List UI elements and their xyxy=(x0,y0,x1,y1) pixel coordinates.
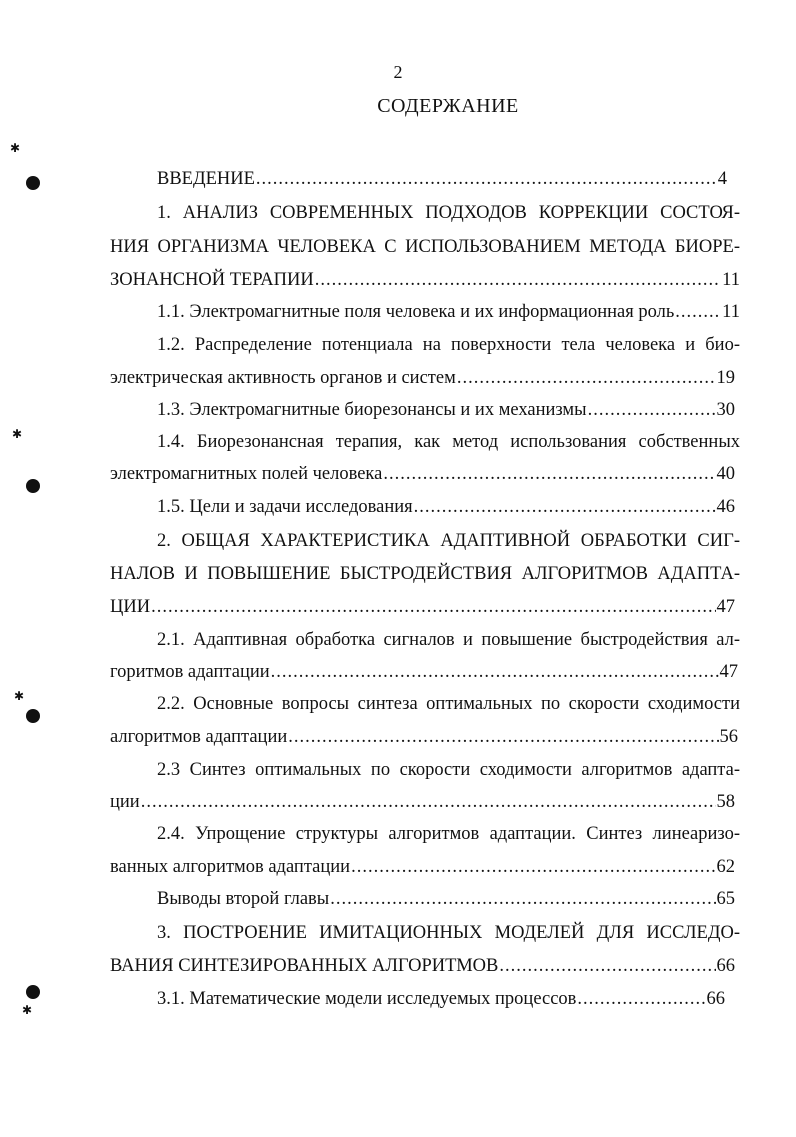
dot-leader xyxy=(288,726,718,748)
toc-chapter-1-line-2: НИЯ ОРГАНИЗМА ЧЕЛОВЕКА С ИСПОЛЬЗОВАНИЕМ МЕТОДА БИОРЕ- xyxy=(110,237,740,257)
toc-page-number: 65 xyxy=(716,889,735,909)
toc-entry-text: 1.5. Цели и задачи исследования xyxy=(157,497,413,517)
toc-chapter-2-line-3 xyxy=(110,596,735,618)
dot-leader xyxy=(330,888,715,910)
dot-leader xyxy=(271,661,719,683)
toc-entry-1-4-line-2 xyxy=(110,463,735,485)
toc-page-number: 66 xyxy=(716,956,735,976)
toc-entry-text: 1.3. Электромагнитные биорезонансы и их механизмы xyxy=(157,400,587,420)
toc-page-number: 58 xyxy=(716,792,735,812)
dot-leader xyxy=(588,399,716,421)
toc-page-number: 11 xyxy=(722,302,740,322)
toc-entry-2-4-line-2 xyxy=(110,856,735,878)
binder-hole-1 xyxy=(26,176,40,190)
dot-leader xyxy=(383,463,715,485)
dot-leader xyxy=(675,301,721,323)
toc-entry-1-1 xyxy=(157,301,740,323)
toc-entry-2-3-line-2 xyxy=(110,791,735,813)
toc-entry-2-1-line-1: 2.1. Адаптивная обработка сигналов и повышение быстродействия ал- xyxy=(157,630,740,650)
toc-page-number: 4 xyxy=(717,169,727,189)
toc-chapter-3-line-2 xyxy=(110,955,735,977)
toc-entry-text: ции xyxy=(110,792,140,812)
toc-entry-text: ЦИИ xyxy=(110,597,151,617)
toc-entry-text: горитмов адаптации xyxy=(110,662,270,682)
toc-entry-1-3 xyxy=(157,399,735,421)
toc-entry-2-4-line-1: 2.4. Упрощение структуры алгоритмов адаптации. Синтез линеаризо- xyxy=(157,824,740,844)
toc-entry-1-5 xyxy=(157,496,735,518)
dot-leader xyxy=(315,269,721,291)
toc-entry-intro xyxy=(157,168,727,190)
toc-chapter-3-line-1: 3. ПОСТРОЕНИЕ ИМИТАЦИОННЫХ МОДЕЛЕЙ ДЛЯ ИССЛЕДО- xyxy=(157,923,740,943)
toc-entry-chapter-2-conclusions xyxy=(157,888,735,910)
dot-leader xyxy=(457,367,716,389)
toc-entry-text: электромагнитных полей человека xyxy=(110,464,383,484)
dot-leader xyxy=(141,791,716,813)
toc-entry-2-2-line-2 xyxy=(110,726,738,748)
toc-entry-text: электрическая активность органов и систем xyxy=(110,368,456,388)
toc-page-number: 62 xyxy=(716,857,735,877)
toc-entry-1-4-line-1: 1.4. Биорезонансная терапия, как метод использования собственных xyxy=(157,432,740,452)
binder-hole-2 xyxy=(26,479,40,493)
toc-entry-1-2-line-1: 1.2. Распределение потенциала на поверхности тела человека и био- xyxy=(157,335,740,355)
toc-title: СОДЕРЖАНИЕ xyxy=(377,95,519,117)
toc-page-number: 19 xyxy=(716,368,735,388)
scan-speck-3: ✱ xyxy=(14,689,25,703)
scan-speck-4: ✱ xyxy=(22,1003,33,1017)
dot-leader xyxy=(499,955,715,977)
toc-page-number: 11 xyxy=(722,270,740,290)
toc-entry-text: ЗОНАНСНОЙ ТЕРАПИИ xyxy=(110,270,314,290)
toc-page-number: 46 xyxy=(716,497,735,517)
binder-hole-4 xyxy=(26,985,40,999)
toc-chapter-2-line-1: 2. ОБЩАЯ ХАРАКТЕРИСТИКА АДАПТИВНОЙ ОБРАБОТКИ СИГ- xyxy=(157,531,740,551)
toc-chapter-2-line-2: НАЛОВ И ПОВЫШЕНИЕ БЫСТРОДЕЙСТВИЯ АЛГОРИТМОВ АДАПТА- xyxy=(110,564,740,584)
toc-entry-text: ВВЕДЕНИЕ xyxy=(157,169,255,189)
dot-leader xyxy=(414,496,716,518)
binder-hole-3 xyxy=(26,709,40,723)
toc-page-number: 30 xyxy=(716,400,735,420)
toc-entry-text: Выводы второй главы xyxy=(157,889,330,909)
toc-entry-text: ВАНИЯ СИНТЕЗИРОВАННЫХ АЛГОРИТМОВ xyxy=(110,956,499,976)
toc-page-number: 47 xyxy=(716,597,735,617)
toc-page-number: 40 xyxy=(716,464,735,484)
toc-entry-text: 1.1. Электромагнитные поля человека и их информационная роль xyxy=(157,302,675,322)
toc-page-number: 56 xyxy=(719,727,738,747)
dot-leader xyxy=(256,168,717,190)
toc-entry-2-2-line-1: 2.2. Основные вопросы синтеза оптимальных по скорости сходимости xyxy=(157,694,740,714)
toc-chapter-1-line-1: 1. АНАЛИЗ СОВРЕМЕННЫХ ПОДХОДОВ КОРРЕКЦИИ СОСТОЯ- xyxy=(157,203,740,223)
toc-entry-text: ванных алгоритмов адаптации xyxy=(110,857,351,877)
dot-leader xyxy=(577,988,705,1010)
toc-chapter-1-line-3 xyxy=(110,269,740,291)
page-number: 2 xyxy=(393,62,403,82)
toc-page-number: 47 xyxy=(719,662,738,682)
toc-entry-2-3-line-1: 2.3 Синтез оптимальных по скорости сходимости алгоритмов адапта- xyxy=(157,760,740,780)
toc-entry-text: алгоритмов адаптации xyxy=(110,727,288,747)
scan-speck-2: ✱ xyxy=(12,427,23,441)
scan-speck-1: ✱ xyxy=(10,141,21,155)
toc-entry-2-1-line-2 xyxy=(110,661,738,683)
toc-page-number: 66 xyxy=(706,989,725,1009)
dot-leader xyxy=(151,596,715,618)
toc-entry-text: 3.1. Математические модели исследуемых процессов xyxy=(157,989,577,1009)
toc-entry-3-1 xyxy=(157,988,725,1010)
toc-entry-1-2-line-2 xyxy=(110,367,735,389)
dot-leader xyxy=(351,856,715,878)
